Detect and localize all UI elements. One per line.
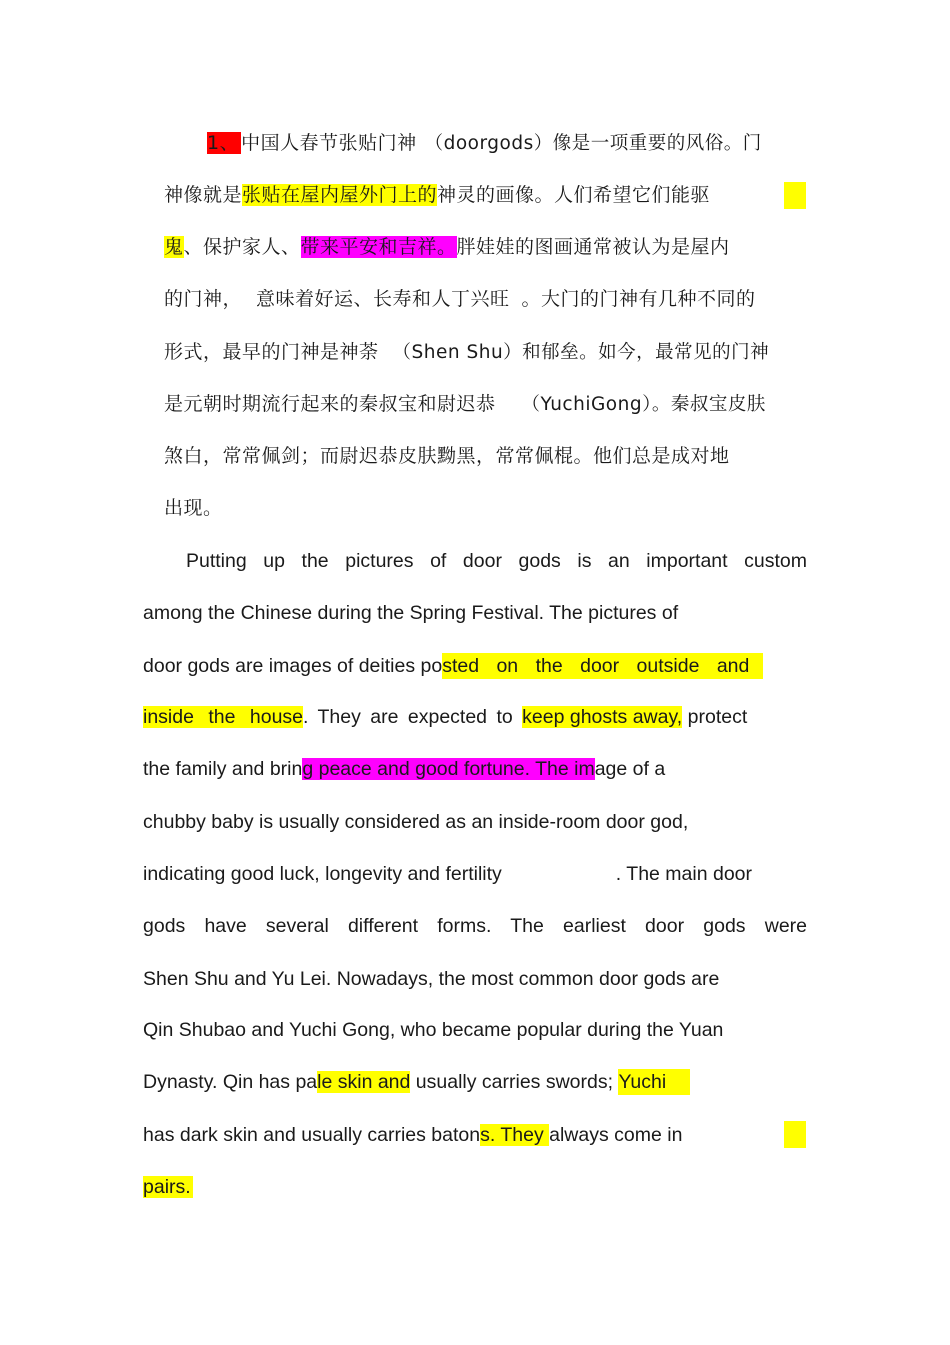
- highlight-yellow: s. They: [480, 1124, 550, 1146]
- highlight-yellow: 张贴在屋内屋外门上的: [242, 184, 438, 206]
- en-line-6: chubby baby is usually considered as an inside-room door god,: [143, 811, 689, 833]
- en-line-9: Shen Shu and Yu Lei. Nowadays, the most common door gods are: [143, 968, 720, 990]
- en-line-8: gods have several different forms. The earliest door gods were: [143, 915, 807, 937]
- zh-line-3: 鬼、保护家人、带来平安和吉祥。胖娃娃的图画通常被认为是屋内: [164, 236, 730, 258]
- en-line-7: indicating good luck, longevity and fertility . The main door: [143, 863, 753, 885]
- highlight-yellow: 鬼: [164, 236, 184, 258]
- highlight-marker: [784, 182, 806, 209]
- highlight-yellow: sted on the door outside and: [442, 653, 763, 679]
- zh-line-5: 形式，最早的门神是神荼 （Shen Shu）和郁垒。如今，最常见的门神: [164, 341, 770, 363]
- highlight-magenta: g peace and good fortune. The im: [302, 758, 595, 780]
- highlight-yellow: inside the house: [143, 706, 304, 728]
- zh-line-8: 出现。: [164, 497, 223, 519]
- en-line-5: the family and bring peace and good fortune. The image of a: [143, 758, 666, 780]
- en-line-4: inside the house. They are expected to keep ghosts away, protect: [143, 706, 748, 728]
- highlight-yellow: keep ghosts away,: [522, 706, 683, 728]
- en-line-2: among the Chinese during the Spring Festival. The pictures of: [143, 602, 679, 624]
- highlight-magenta: 带来平安和吉祥。: [300, 236, 457, 258]
- highlight-yellow: le skin and: [317, 1071, 411, 1093]
- en-line-11: Dynasty. Qin has pale skin and usually carries swords; Yuchi: [143, 1069, 690, 1095]
- item-number: 1、: [207, 132, 240, 154]
- en-line-10: Qin Shubao and Yuchi Gong, who became popular during the Yuan: [143, 1019, 724, 1041]
- en-line-12: has dark skin and usually carries batons. They always come in: [143, 1124, 683, 1146]
- zh-line-2: 神像就是张贴在屋内屋外门上的神灵的画像。人们希望它们能驱: [164, 184, 711, 206]
- en-line-13: [143, 1174, 193, 1200]
- en-line-1: Putting up the pictures of door gods is an important custom: [186, 550, 807, 572]
- en-line-3: door gods are images of deities posted on the door outside and: [143, 653, 763, 679]
- highlight-marker: [784, 1121, 806, 1148]
- zh-line-7: 煞白，常常佩剑；而尉迟恭皮肤黝黑，常常佩棍。他们总是成对地: [164, 445, 730, 467]
- zh-line-6: 是元朝时期流行起来的秦叔宝和尉迟恭 （YuchiGong）。秦叔宝皮肤: [164, 393, 766, 415]
- zh-line-4: 的门神， 意味着好运、长寿和人丁兴旺 。大门的门神有几种不同的: [164, 288, 756, 310]
- zh-line-1: 1、 中国人春节张贴门神 （doorgods）像是一项重要的风俗。门: [207, 132, 762, 154]
- highlight-yellow: Yuchi: [618, 1069, 690, 1095]
- highlight-yellow: pairs.: [143, 1176, 191, 1198]
